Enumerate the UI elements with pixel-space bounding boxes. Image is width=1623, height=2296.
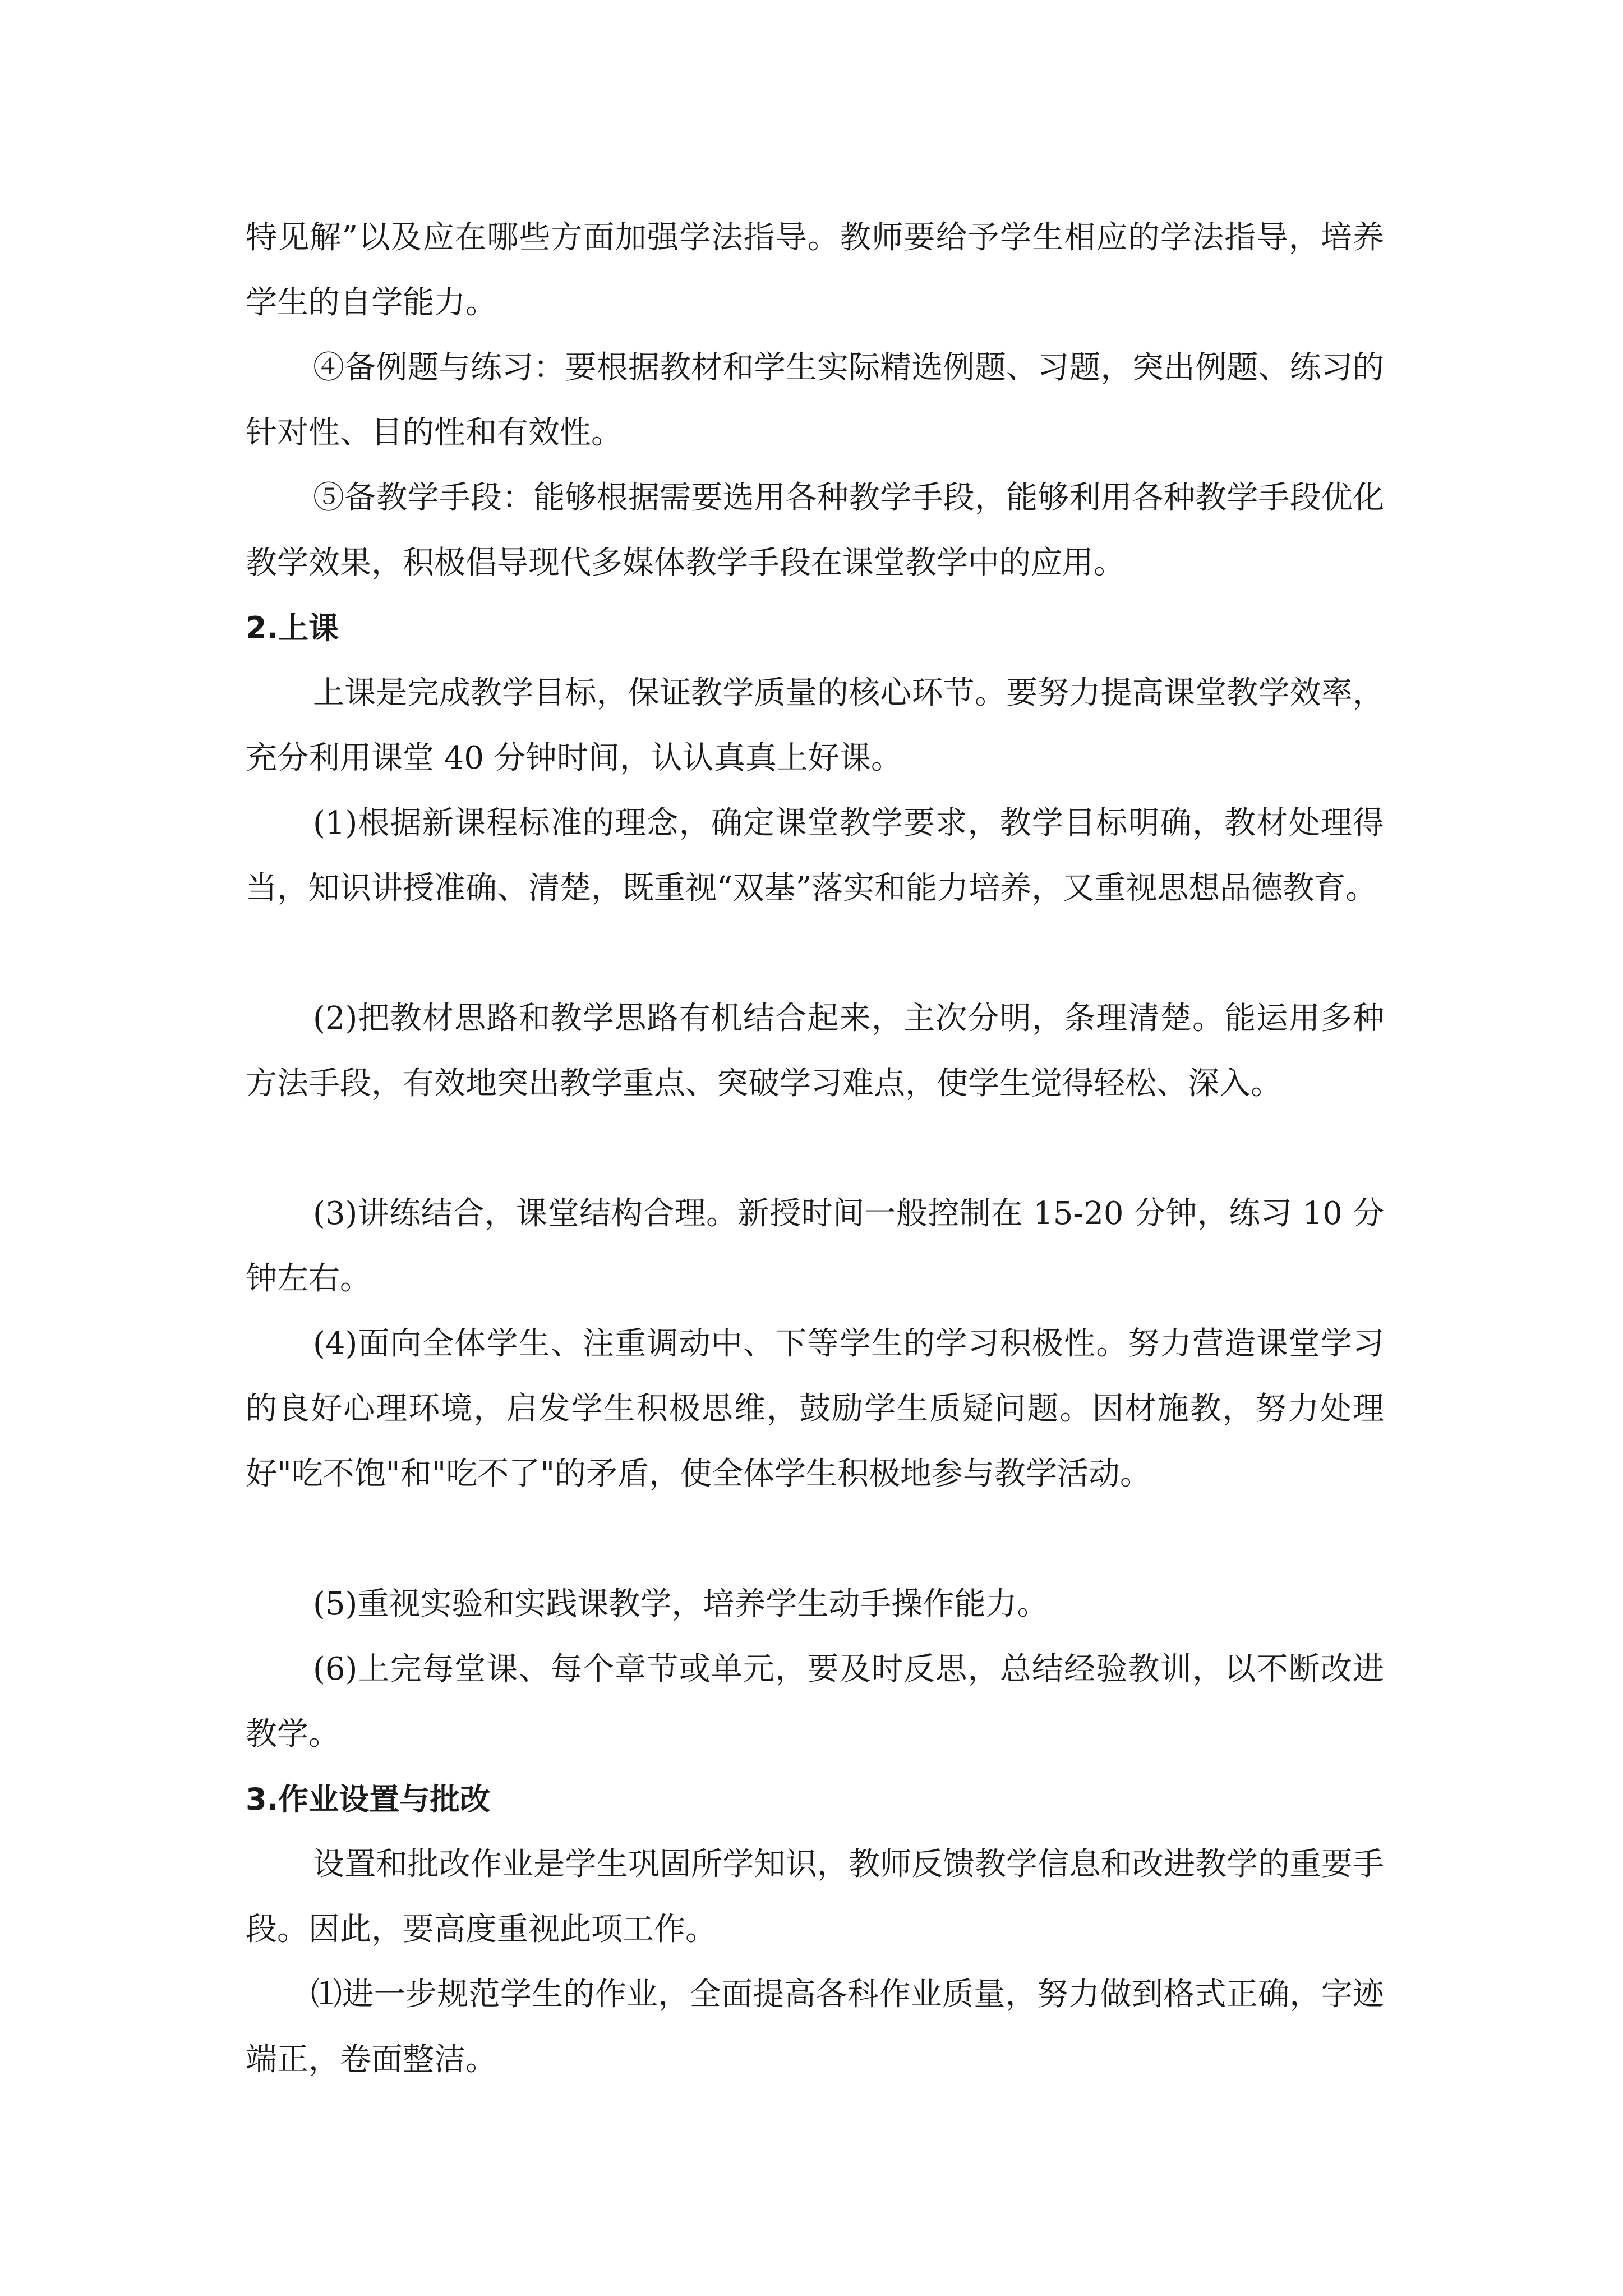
- list-item-1: (1)根据新课程标准的理念，确定课堂教学要求，教学目标明确，教材处理得当，知识讲授准确、清楚，既重视“双基”落实和能力培养，又重视思想品德教育。: [246, 805, 1384, 907]
- list-item-homework-1: ⑴进一步规范学生的作业，全面提高各科作业质量，努力做到格式正确，字迹端正，卷面整洁。: [246, 1976, 1384, 2078]
- paragraph-prepare-teaching-means: ⑤备教学手段：能够根据需要选用各种教学手段，能够利用各种教学手段优化教学效果，积极倡导现代多媒体教学手段在课堂教学中的应用。: [246, 480, 1384, 581]
- list-item-2: (2)把教材思路和教学思路有机结合起来，主次分明，条理清楚。能运用多种方法手段，有效地突出教学重点、突破学习难点，使学生觉得轻松、深入。: [246, 1000, 1384, 1102]
- section-heading-class: 2.上课: [246, 610, 339, 646]
- paragraph-homework-intro: 设置和批改作业是学生巩固所学知识，教师反馈教学信息和改进教学的重要手段。因此，要高度重视此项工作。: [246, 1846, 1384, 1948]
- list-item-6: (6)上完每堂课、每个章节或单元，要及时反思，总结经验教训，以不断改进教学。: [246, 1651, 1384, 1752]
- list-item-3: (3)讲练结合，课堂结构合理。新授时间一般控制在 15-20 分钟，练习 10 分钟左右。: [246, 1195, 1384, 1297]
- list-item-5: (5)重视实验和实践课教学，培养学生动手操作能力。: [313, 1586, 1049, 1622]
- paragraph-prepare-examples: ④备例题与练习：要根据教材和学生实际精选例题、习题，突出例题、练习的针对性、目的性和有效性。: [246, 349, 1384, 451]
- section-heading-homework: 3.作业设置与批改: [246, 1782, 491, 1817]
- continuation-paragraph: 特见解”以及应在哪些方面加强学法指导。教师要给予学生相应的学法指导，培养学生的自学能力。: [246, 219, 1384, 321]
- paragraph-class-intro: 上课是完成教学目标，保证教学质量的核心环节。要努力提高课堂教学效率，充分利用课堂 40 分钟时间，认认真真上好课。: [246, 675, 1384, 776]
- list-item-4: (4)面向全体学生、注重调动中、下等学生的学习积极性。努力营造课堂学习的良好心理环境，启发学生积极思维，鼓励学生质疑问题。因材施教，努力处理好"吃不饱"和"吃不了"的矛盾，使全体学生积极地参与教学活动。: [246, 1326, 1384, 1492]
